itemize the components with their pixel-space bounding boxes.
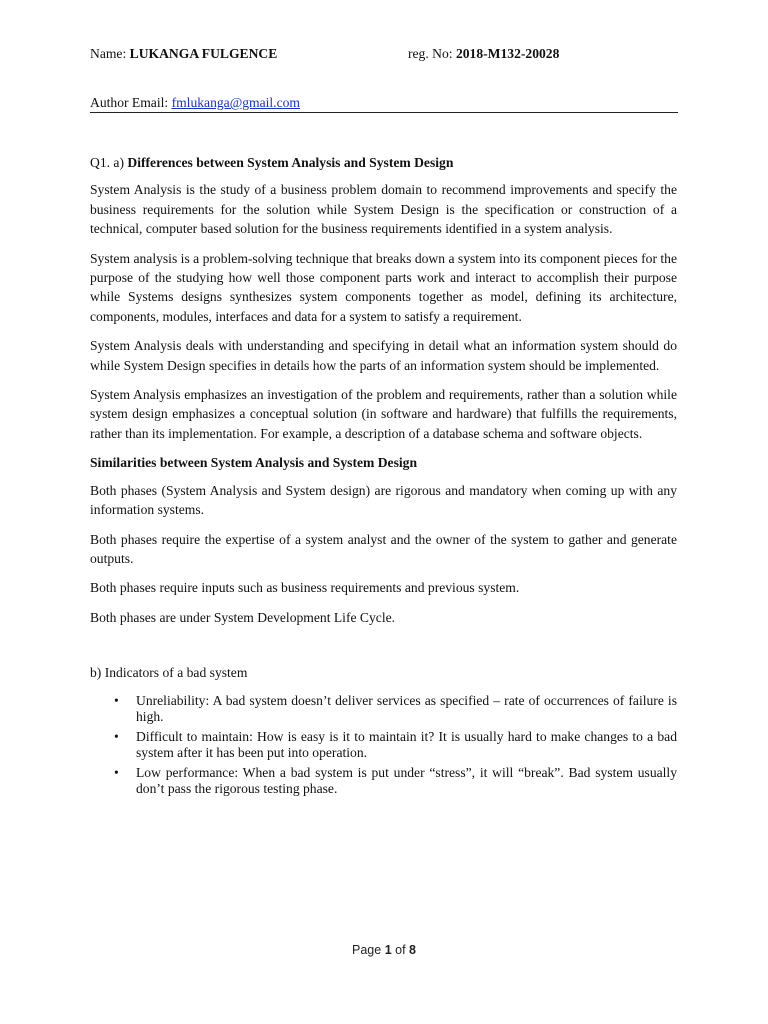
bullet-icon: • (114, 728, 119, 744)
list-item-text: Difficult to maintain: How is easy is it to maintain it? It is usually hard to make changes to a bad system after it has been put into operation. (136, 728, 677, 761)
page-number-footer (0, 943, 768, 957)
q1a-paragraph: System Analysis is the study of a business problem domain to recommend improvements and specify the business requirements for the solution while System Design is the specification or construction of a technical, computer based solution for the business requirements identified in a system analysis. (90, 182, 677, 237)
author-name: LUKANGA FULGENCE (129, 46, 278, 61)
list-item (114, 728, 677, 762)
q1a-paragraph: System analysis is a problem-solving technique that breaks down a system into its component pieces for the purpose of the studying how well those component parts work and interact to accomplish their purpose while Systems designs synthesizes system components together as model, defining its architecture, components, modules, interfaces and data for a system to satisfy a requirement. (90, 250, 677, 324)
header-divider (90, 112, 678, 113)
q1a-paragraph: System Analysis deals with understanding and specifying in detail what an information system should do while System Design specifies in details how the parts of an information system should be implemented. (90, 338, 677, 373)
similarities-heading (90, 453, 677, 472)
current-page: 1 (384, 943, 392, 957)
list-item (114, 764, 677, 798)
list-item-text: Low performance: When a bad system is put under “stress”, it will “break”. Bad system usually don’t pass the rigorous testing phase. (136, 764, 677, 797)
reg-label: reg. No: (408, 46, 453, 61)
name-label: Name: (90, 46, 127, 61)
bad-system-indicators-list (90, 693, 677, 798)
q1b-heading: b) Indicators of a bad system (90, 665, 248, 681)
similarities-paragraph: Both phases require the expertise of a system analyst and the owner of the system to gather and generate outputs. (90, 531, 677, 566)
list-item-text: Unreliability: A bad system doesn’t deliver services as specified – rate of occurrences of failure is high. (136, 692, 677, 725)
similarities-title: Similarities between System Analysis and System Design (90, 455, 418, 471)
total-pages: 8 (409, 943, 416, 957)
similarities-paragraph: Both phases are under System Development Life Cycle. (90, 609, 396, 625)
registration-line (408, 46, 559, 62)
document-body (90, 153, 677, 801)
list-item (114, 692, 677, 726)
q1a-title: Differences between System Analysis and System Design (127, 155, 454, 170)
bullet-icon: • (114, 692, 119, 708)
similarities-paragraph: Both phases (System Analysis and System design) are rigorous and mandatory when coming up with any information systems. (90, 482, 677, 518)
of-word: of (395, 943, 406, 957)
q1a-prefix: Q1. a) (90, 155, 124, 170)
similarities-paragraph: Both phases require inputs such as business requirements and previous system. (90, 580, 520, 596)
q1a-paragraph: System Analysis emphasizes an investigation of the problem and requirements, rather than a solution while system design emphasizes a conceptual solution (in software and hardware) that fulfills the requirements, rather than its implementation. For example, a description of a database schema and software objects. (90, 387, 677, 441)
section-spacer (90, 637, 677, 663)
page-word: Page (352, 943, 382, 957)
email-label: Author Email: (90, 95, 169, 110)
bullet-icon: • (114, 764, 119, 780)
author-email-line (90, 95, 300, 111)
reg-number: 2018-M132-20028 (455, 46, 560, 61)
author-name-line (90, 46, 277, 62)
q1a-heading (90, 153, 677, 172)
author-email-link[interactable]: fmlukanga@gmail.com (171, 95, 300, 110)
